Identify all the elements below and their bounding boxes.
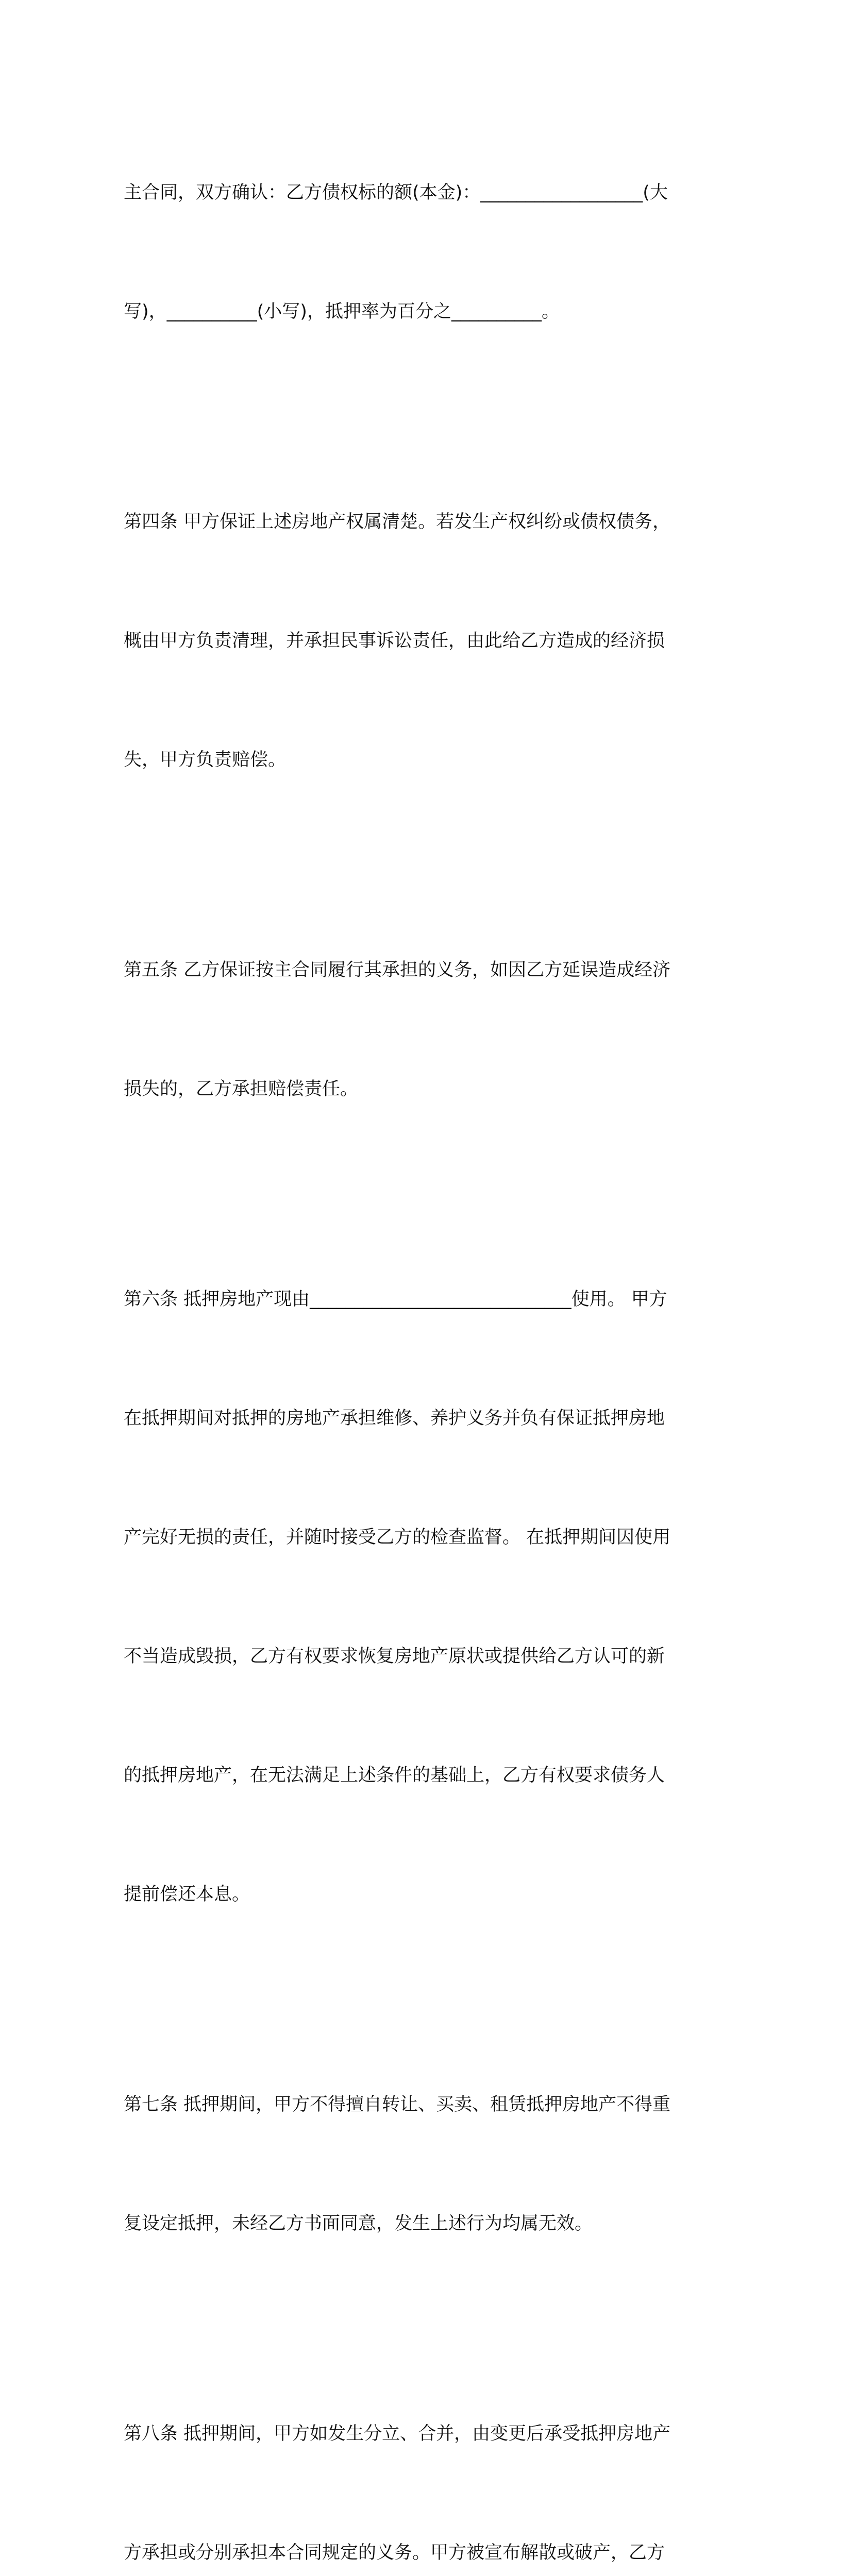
text-line: 写)，__________(小写)，抵押率为百分之__________。 — [124, 301, 560, 322]
text-line: 第六条 抵押房地产现由_____________________________使用。 甲方 — [124, 1289, 667, 1310]
paragraph-article-6 — [124, 1200, 716, 1994]
text-line: 的抵押房地产，在无法满足上述条件的基础上，乙方有权要求债务人 — [124, 1765, 665, 1786]
text-line: 产完好无损的责任，并随时接受乙方的检查监督。 在抵押期间因使用 — [124, 1527, 671, 1548]
document-body — [124, 94, 716, 2576]
text-line: 第八条 抵押期间，甲方如发生分立、合并，由变更后承受抵押房地产 — [124, 2424, 671, 2444]
text-line: 第四条 甲方保证上述房地产权属清楚。若发生产权纠纷或债权债务， — [124, 512, 671, 532]
paragraph-article-4 — [124, 423, 716, 859]
text-line: 概由甲方负责清理，并承担民事诉讼责任，由此给乙方造成的经济损 — [124, 631, 665, 651]
text-line: 方承担或分别承担本合同规定的义务。甲方被宣布解散或破产，乙方 — [124, 2543, 665, 2563]
text-line: 失，甲方负责赔偿。 — [124, 750, 287, 770]
text-line: 第七条 抵押期间，甲方不得擅自转让、买卖、租赁抵押房地产不得重 — [124, 2094, 671, 2115]
paragraph-article-7 — [124, 2006, 716, 2323]
paragraph-article-5 — [124, 871, 716, 1189]
text-line: 复设定抵押，未经乙方书面同意，发生上述行为均属无效。 — [124, 2213, 593, 2234]
text-line: 不当造成毁损，乙方有权要求恢复房地产原状或提供给乙方认可的新 — [124, 1646, 665, 1667]
text-line: 第五条 乙方保证按主合同履行其承担的义务，如因乙方延误造成经济 — [124, 960, 671, 980]
paragraph-principal-confirmation — [124, 94, 716, 411]
paragraph-article-8 — [124, 2335, 716, 2576]
text-line: 提前偿还本息。 — [124, 1884, 250, 1905]
text-line: 在抵押期间对抵押的房地产承担维修、养护义务并负有保证抵押房地 — [124, 1408, 665, 1429]
text-line: 主合同，双方确认：乙方债权标的额(本金)：__________________(大 — [124, 182, 668, 203]
text-line: 损失的，乙方承担赔偿责任。 — [124, 1079, 359, 1099]
